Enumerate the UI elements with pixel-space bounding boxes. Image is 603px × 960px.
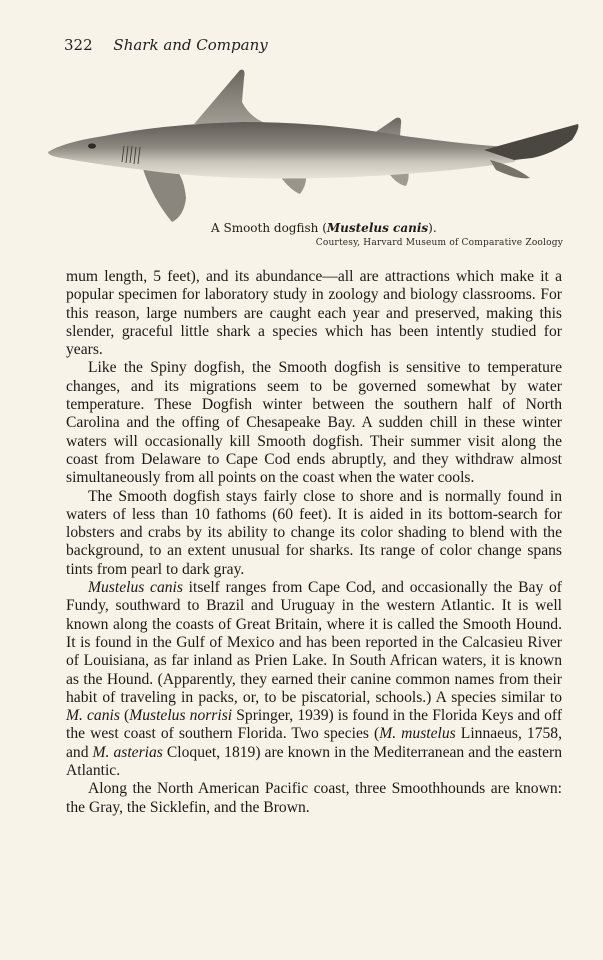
paragraph-4 [66, 579, 562, 780]
paragraph-3: The Smooth dogfish stays fairly close to shore and is normally found in waters of less than 10 fathoms (60 feet). It is aided in its bottom-search for lobsters and crabs by its ability to change its color shading to blend with the background, to an extent unusual for sharks. Its range of color change spans tints from pearl to dark gray. [66, 487, 562, 578]
paragraph-4-text-e: Cloquet, 1819) are known in the Mediterranean and the eastern Atlantic. [66, 743, 562, 780]
shark-illustration [44, 66, 584, 226]
caption-species: Mustelus canis [326, 221, 429, 235]
page-header [64, 36, 268, 54]
species-m-asterias: M. asterias [92, 743, 163, 761]
article-body [66, 268, 562, 817]
figure-caption [211, 221, 437, 235]
shark-body [48, 122, 519, 179]
running-title: Shark and Company [113, 36, 268, 54]
paragraph-2: Like the Spiny dogfish, the Smooth dogfish is sensitive to temperature changes, and its migrations seem to be governed somewhat by water temperature. These Dogfish winter between the southern half of North Carolina and the offing of Chesapeake Bay. A sudden chill in these winter waters will occasionally kill Smooth dogfish. Their summer visit along the coast from Delaware to Cape Cod ends abruptly, and they withdraw almost simultaneously from all points on the coast when the water cools. [66, 359, 562, 487]
page-number: 322 [64, 36, 93, 54]
species-m-canis: M. canis [66, 707, 120, 725]
species-m-mustelus: M. mustelus [379, 725, 456, 743]
paragraph-1: mum length, 5 feet), and its abundance—all are attractions which make it a popular specimen for laboratory study in zoology and biology classrooms. For this reason, large numbers are caught each year and preserved, making this slender, graceful little shark a species which has been intently studied for years. [66, 268, 562, 359]
caption-prefix: A Smooth dogfish ( [211, 221, 327, 235]
paragraph-4-text-a: itself ranges from Cape Cod, and occasionally the Bay of Fundy, southward to Brazil and Uruguay in the western Atlantic. It is well known along the coasts of Great Britain, where it is called the Smooth Hound. It is found in the Gulf of Mexico and has been reported in the Calcasieu River of Louisiana, as far inland as Prien Lake. In South African waters, it is known as the Hound. (Apparently, they earned their canine common names from their habit of traveling in packs, or, to be piscatorial, schools.) A species similar to [66, 579, 562, 706]
caption-suffix: ). [428, 221, 437, 235]
first-dorsal-fin [194, 70, 268, 124]
pectoral-fin [142, 166, 186, 222]
species-mustelus-norrisi: Mustelus norrisi [129, 707, 233, 725]
species-mustelus-canis: Mustelus canis [88, 579, 183, 597]
smooth-dogfish-drawing [44, 66, 584, 226]
paragraph-4-text-b: ( [119, 707, 130, 725]
shark-eye [88, 143, 96, 148]
pelvic-fin [280, 176, 306, 194]
paragraph-4-text-c: Springer, 1939) is found in the Florida Keys and off the west coast of southern Florida. Two species ( [66, 707, 563, 743]
paragraph-4-text-d: Linnaeus, 1758, and [66, 725, 562, 761]
caudal-fin-upper [484, 124, 578, 160]
paragraph-5: Along the North American Pacific coast, three Smoothhounds are known: the Gray, the Sicklefin, and the Brown. [66, 780, 562, 816]
caudal-fin-lower [490, 160, 530, 178]
figure-credit: Courtesy, Harvard Museum of Comparative Zoology [315, 238, 563, 248]
